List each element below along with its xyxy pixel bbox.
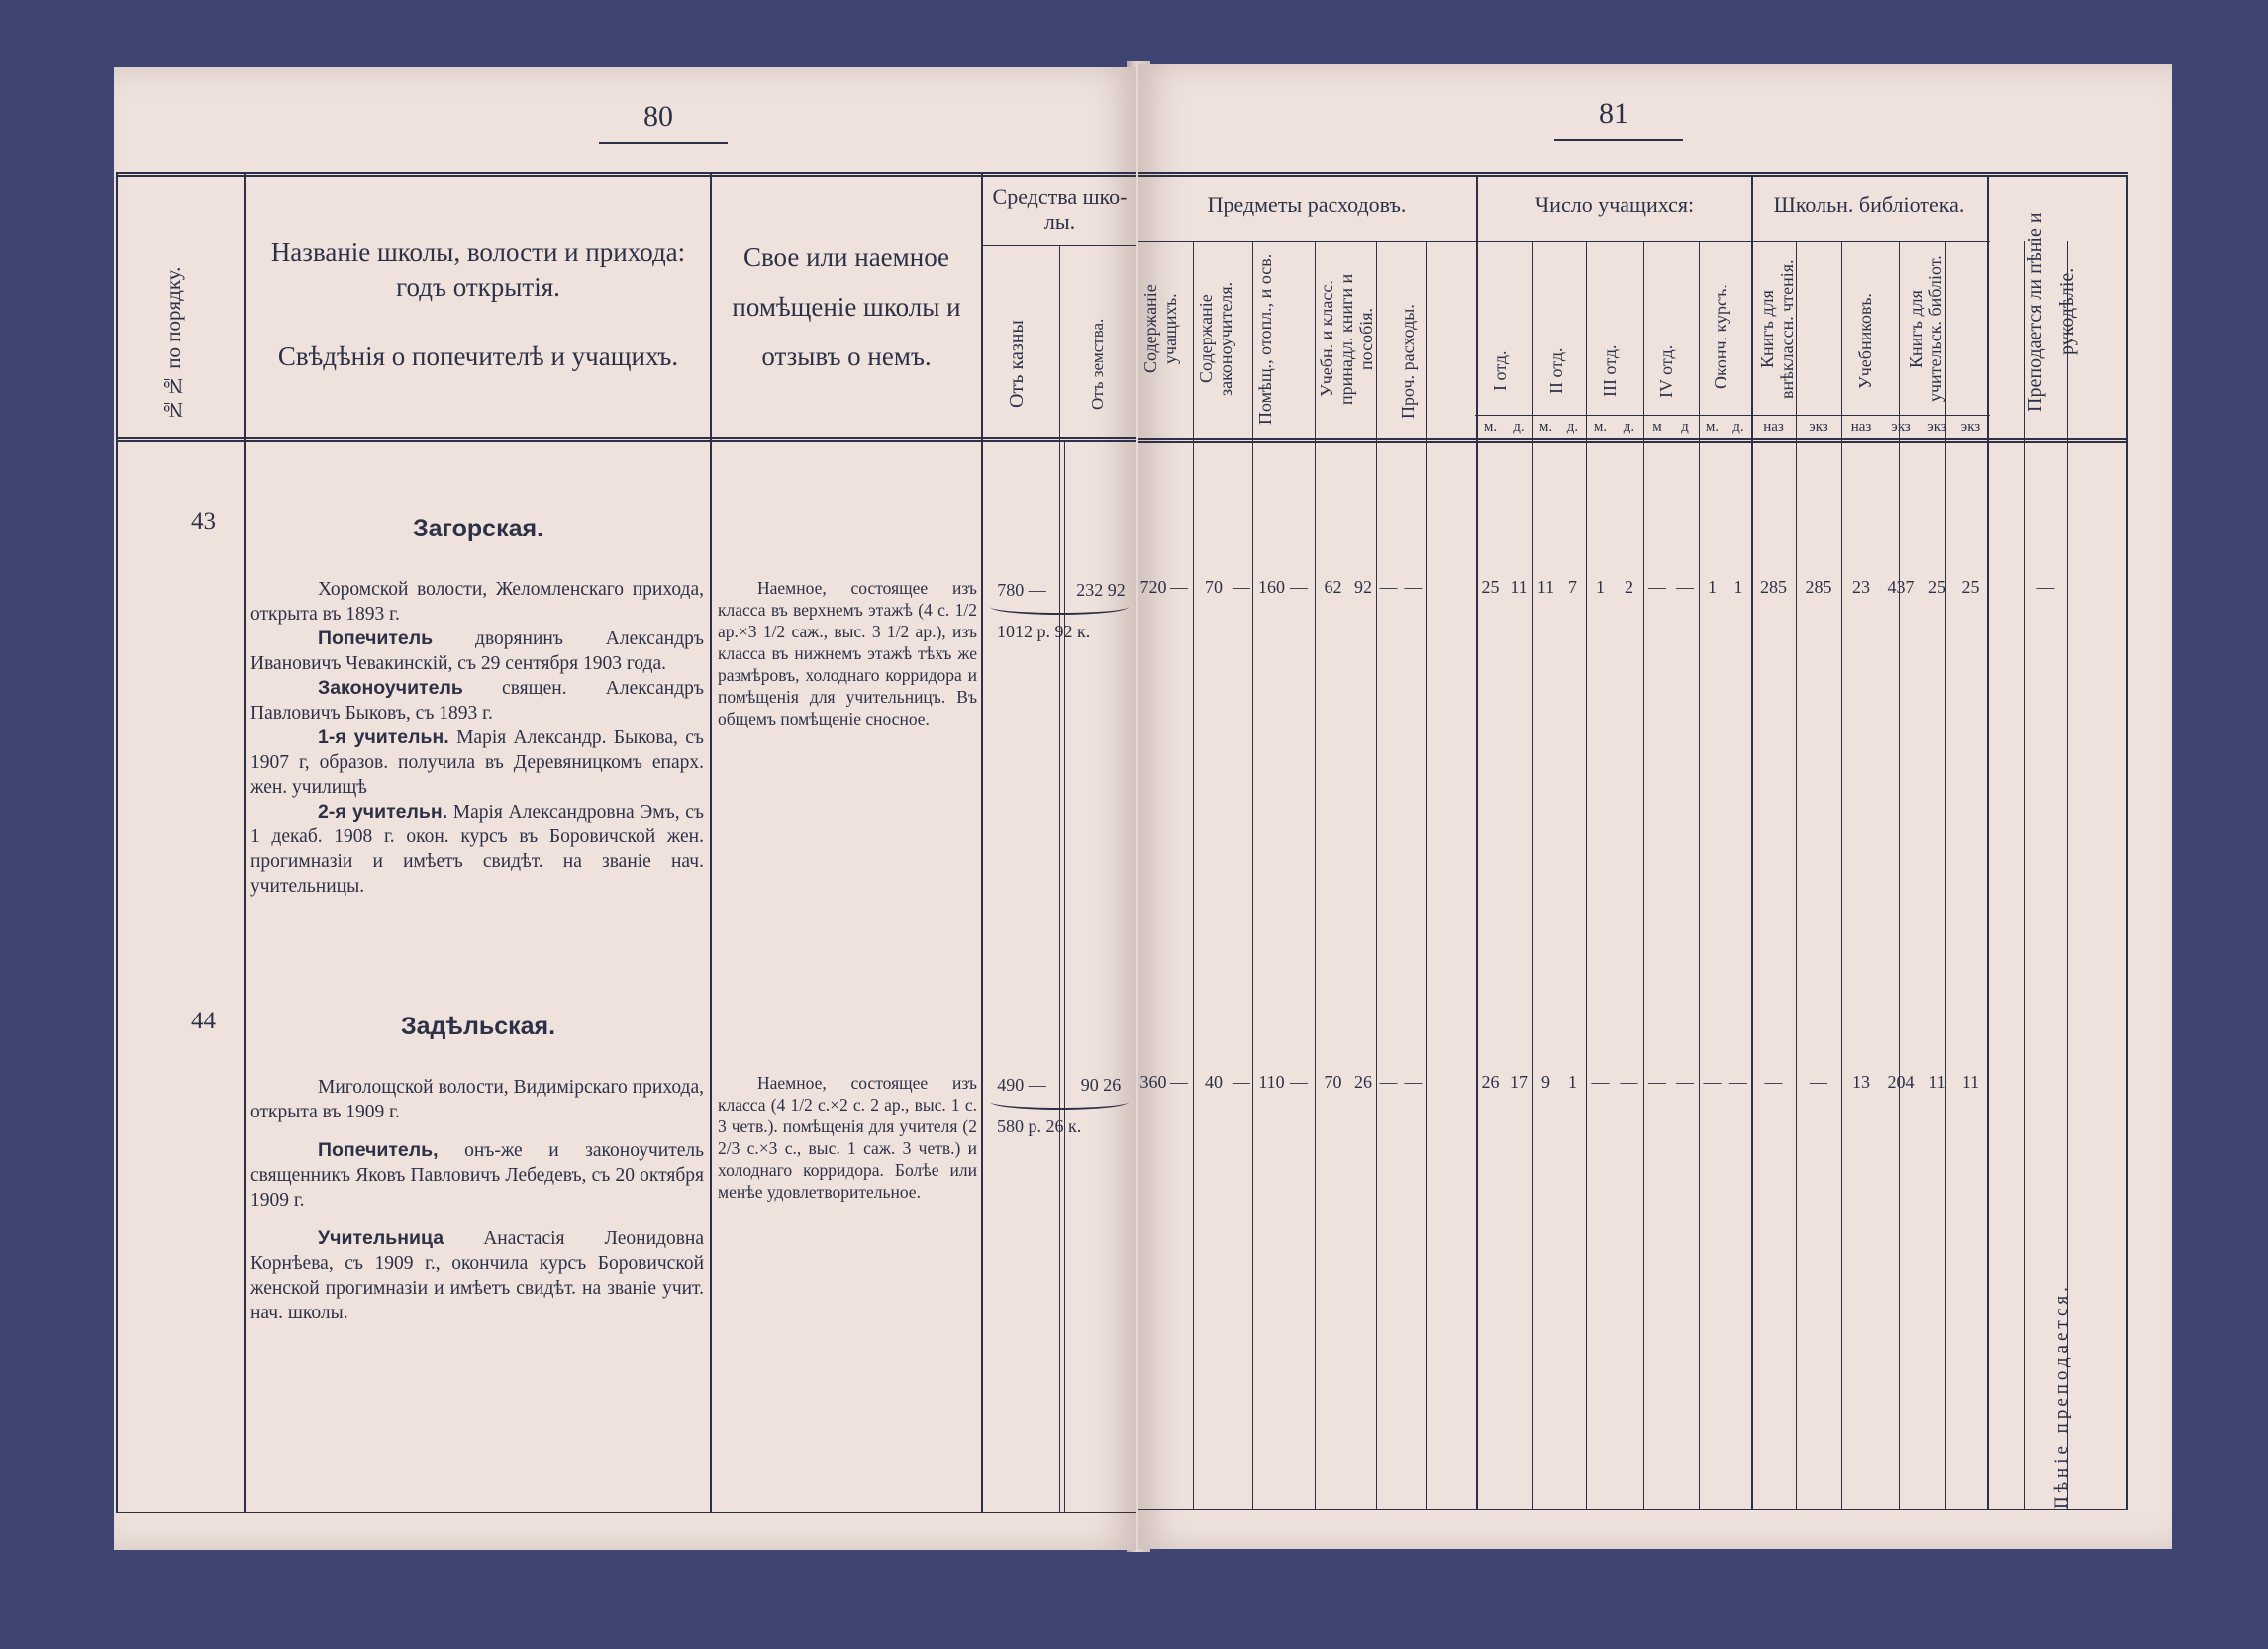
funds-brace xyxy=(990,1094,1129,1110)
row-cell: — xyxy=(1648,577,1666,597)
funds-treasury: 490 — xyxy=(997,1075,1046,1095)
header-bottom-rule xyxy=(116,437,1136,439)
row-cell: 40 xyxy=(1205,1072,1223,1092)
row-cell: — xyxy=(1170,577,1188,597)
right-page: 81 Предметы расходовъ. Число учащихся: Школьн. библіотека. Преподается ли пѣніе и рукодѣліе. Содержаніе учащихъ. Содержаніе законоучителя. Помѣщ., отопл., и осв. Учебн. и класс. принадл. книги и пособія. Проч. расходы. I отд. II отд. III отд. IV отд. Оконч. курсъ. Книгъ для внѣклассн. чтенія. Учебниковъ. Книгъ для учительск. библіот. м. д. м. д. м. д. м д м. д. наз экз наз экз экз экз 720 — 70 — 160 — 62 92 — — 25 11 11 7 1 2 — — 1 1 285 285 23 437 25 25 — 360 — 40 — 110 — 70 26 — — 26 17 9 1 — — — — — — — — 13 204 11 11 Пѣніе преподается. xyxy=(1138,64,2172,1549)
table-top-rule xyxy=(1138,172,2128,174)
page-number-rule xyxy=(599,142,728,144)
row-cell: 1 xyxy=(1708,577,1717,597)
column-divider xyxy=(710,172,712,1512)
header-pupils-count: Число учащихся: xyxy=(1534,192,1695,217)
left-page xyxy=(114,67,1136,1550)
header-exp-other: Проч. расходы. xyxy=(1398,304,1418,419)
row-cell: 285 xyxy=(1760,577,1787,597)
teacher-1-info: Марія Александр. Быкова, съ 1907 г, образов. получила въ Деревяницкомъ епарх. жен. училищѣ xyxy=(250,728,704,798)
header-exp-materials: Учебн. и класс. принадл. книги и пособія. xyxy=(1317,273,1376,405)
row-cell: — xyxy=(1591,1072,1610,1092)
row-cell: 23 xyxy=(1852,577,1870,597)
row-cell: — xyxy=(1676,1072,1694,1092)
row-cell: 26 xyxy=(1481,1072,1500,1092)
school-info xyxy=(250,1075,704,1325)
header-funds-line1: Средства шко- xyxy=(992,184,1128,209)
row-cell: — xyxy=(1648,1072,1666,1092)
teacher-2-info: Марія Александровна Эмъ, съ 1 декаб. 1908 г. окон. курсъ въ Боровичской жен. прогимназіи и имѣетъ свидѣт. на званіе нач. учительницы. xyxy=(250,802,704,897)
header-lib-reading: Книгъ для внѣклассн. чтенія. xyxy=(1757,259,1797,399)
page-number-left: 80 xyxy=(643,100,673,133)
header-pupils-4: IV отд. xyxy=(1656,344,1676,398)
row-cell: 160 xyxy=(1258,577,1285,597)
header-from-treasury: Отъ казны xyxy=(1006,320,1028,409)
row-cell: 26 xyxy=(1354,1072,1372,1092)
header-premises-line2: помѣщеніе школы и xyxy=(732,292,961,322)
table-bottom-rule xyxy=(1138,1509,2128,1510)
entry-number: 43 xyxy=(191,508,216,534)
school-info xyxy=(250,577,704,899)
row-cell: 9 xyxy=(1541,1072,1550,1092)
row-cell: 1 xyxy=(1568,1072,1577,1092)
header-exp-premises: Помѣщ., отопл., и осв. xyxy=(1255,253,1275,425)
row-cell: — xyxy=(1404,1072,1423,1092)
row-cell: — xyxy=(1810,1072,1827,1092)
header-exp-law-teacher: Содержаніе законоучителя. xyxy=(1196,281,1235,397)
row-cell: — xyxy=(2036,577,2055,597)
header-expenses: Предметы расходовъ. xyxy=(1207,192,1407,217)
row-cell: 11 xyxy=(1510,577,1528,597)
row-cell: 7 xyxy=(1568,577,1577,597)
header-from-zemstvo: Отъ земства. xyxy=(1088,318,1107,411)
row-cell: 70 xyxy=(1324,1072,1342,1092)
header-school-line1: Названіе школы, волости и прихода: xyxy=(270,238,686,267)
row-cell: — xyxy=(1676,577,1694,597)
row-cell: — xyxy=(1764,1072,1783,1092)
row-cell: — xyxy=(1379,1072,1398,1092)
funds-total: 1012 р. 92 к. xyxy=(997,622,1091,641)
row-cell: 110 xyxy=(1258,1072,1285,1092)
row-cell: — xyxy=(1290,1072,1308,1092)
row-cell: 360 xyxy=(1139,1072,1167,1092)
header-bottom-rule xyxy=(1138,438,2128,440)
row-cell: — xyxy=(1620,1072,1638,1092)
header-singing-handicraft: Преподается ли пѣніе и рукодѣліе. xyxy=(2024,212,2078,412)
row-cell: 11 xyxy=(1536,577,1555,597)
row-cell: — xyxy=(1233,577,1250,597)
header-pupils-1: I отд. xyxy=(1490,350,1510,392)
funds-zemstvo: 90 26 xyxy=(1080,1075,1122,1095)
school-name: Загорская. xyxy=(412,515,544,542)
row-cell: 1 xyxy=(1733,577,1743,597)
header-library: Школьн. библіотека. xyxy=(1773,192,1965,217)
table-top-rule xyxy=(116,172,1136,174)
header-premises-line1: Свое или наемное xyxy=(742,242,950,272)
singing-note: Пѣніе преподается. xyxy=(2051,1283,2072,1509)
column-divider xyxy=(244,172,246,1512)
row-cell: 25 xyxy=(1928,577,1946,597)
row-cell: — xyxy=(1379,577,1398,597)
row-cell: 2 xyxy=(1625,577,1633,597)
row-cell: 437 xyxy=(1887,577,1915,597)
header-school-line2: годъ открытія. xyxy=(396,272,560,302)
header-premises-line3: отзывъ о немъ. xyxy=(761,341,932,371)
header-pupils-2: II отд. xyxy=(1546,347,1566,395)
teacher-info: Анастасія Леонидовна Корнѣева, съ 1909 г., окончила курсъ Боровичской женской прогимназіи и имѣетъ свидѣт. на званіе учит. нач. школы. xyxy=(250,1228,704,1323)
row-cell: 17 xyxy=(1510,1072,1528,1092)
label-teacher-1: 1-я учительн. xyxy=(318,727,449,748)
header-pupils-finished: Оконч. курсъ. xyxy=(1711,284,1730,389)
header-lib-teacher: Книгъ для учительск. библіот. xyxy=(1906,255,1945,403)
row-cell: 11 xyxy=(1928,1072,1946,1092)
header-school-line3: Свѣдѣнія о попечителѣ и учащихъ. xyxy=(277,341,679,371)
row-cell: 1 xyxy=(1596,577,1605,597)
school-location: Миголощской волости, Видимірскаго прихода, открыта въ 1909 г. xyxy=(250,1077,704,1122)
row-cell: 204 xyxy=(1887,1072,1915,1092)
table-bottom-rule xyxy=(116,1512,1136,1513)
funds-treasury: 780 — xyxy=(997,580,1046,600)
header-number: №№ по порядку. xyxy=(161,266,185,423)
premises-info: Наемное, состоящее изъ класса въ верхнемъ этажѣ (4 с. 1/2 ар.×3 1/2 саж., выс. 3 1/2 ар.), изъ класса въ нижнемъ этажѣ тѣхъ же размѣровъ, холоднаго корридора и помѣщенія для учительницъ. Въ общемъ помѣщеніе сносное. xyxy=(718,578,977,728)
row-cell: — xyxy=(1290,577,1308,597)
page-number-right: 81 xyxy=(1599,97,1628,130)
row-cell: 720 xyxy=(1139,577,1167,597)
header-lib-textbooks: Учебниковъ. xyxy=(1855,293,1875,390)
entry-number: 44 xyxy=(191,1008,216,1034)
row-cell: 92 xyxy=(1354,577,1372,597)
label-teacher-of-law: Законоучитель xyxy=(318,677,463,699)
row-cell: 11 xyxy=(1961,1072,1980,1092)
row-cell: 25 xyxy=(1961,577,1980,597)
row-cell: — xyxy=(1233,1072,1250,1092)
row-cell: — xyxy=(1729,1072,1747,1092)
school-name: Задѣльская. xyxy=(400,1013,556,1040)
row-cell: 285 xyxy=(1805,577,1832,597)
label-trustee: Попечитель xyxy=(318,628,434,649)
funds-brace xyxy=(990,599,1129,615)
premises-info: Наемное, состоящее изъ класса (4 1/2 с.×2 с. 2 ар., выс. 1 с. 3 четв.). помѣщенія для учителя (2 2/3 с.×3 с., выс. 1 саж. 3 четв.) и холоднаго корридора. Болѣе или менѣе удовлетворительное. xyxy=(718,1073,977,1202)
row-cell: 62 xyxy=(1324,577,1342,597)
funds-total: 580 р. 26 к. xyxy=(997,1116,1082,1136)
row-cell: 13 xyxy=(1852,1072,1870,1092)
row-cell: — xyxy=(1703,1072,1722,1092)
row-cell: — xyxy=(1404,577,1423,597)
school-location: Хоромской волости, Желомленскаго прихода, открыта въ 1893 г. xyxy=(250,579,704,625)
row-cell: 25 xyxy=(1481,577,1500,597)
header-pupils-3: III отд. xyxy=(1600,344,1620,398)
row-cell: 70 xyxy=(1205,577,1223,597)
label-teacher: Учительница xyxy=(318,1227,444,1249)
trustee-info: онъ-же и законоучитель священникъ Яковъ Павловичъ Лебедевъ, съ 20 октября 1909 г. xyxy=(250,1140,704,1211)
funds-zemstvo: 232 92 xyxy=(1076,580,1126,600)
trustee-info: дворянинъ Александръ Ивановичъ Чевакинскій, съ 29 сентября 1903 года. xyxy=(250,629,704,674)
teacher-of-law-info: священ. Александръ Павловичъ Быковъ, съ 1893 г. xyxy=(250,678,704,724)
header-funds-line2: лы. xyxy=(1043,209,1076,234)
column-divider xyxy=(981,172,983,1512)
header-exp-teachers: Содержаніе учащихъ. xyxy=(1140,284,1180,374)
label-trustee: Попечитель, xyxy=(318,1139,439,1161)
row-cell: — xyxy=(1170,1072,1188,1092)
label-teacher-2: 2-я учительн. xyxy=(318,801,448,823)
page-number-rule xyxy=(1554,139,1683,141)
